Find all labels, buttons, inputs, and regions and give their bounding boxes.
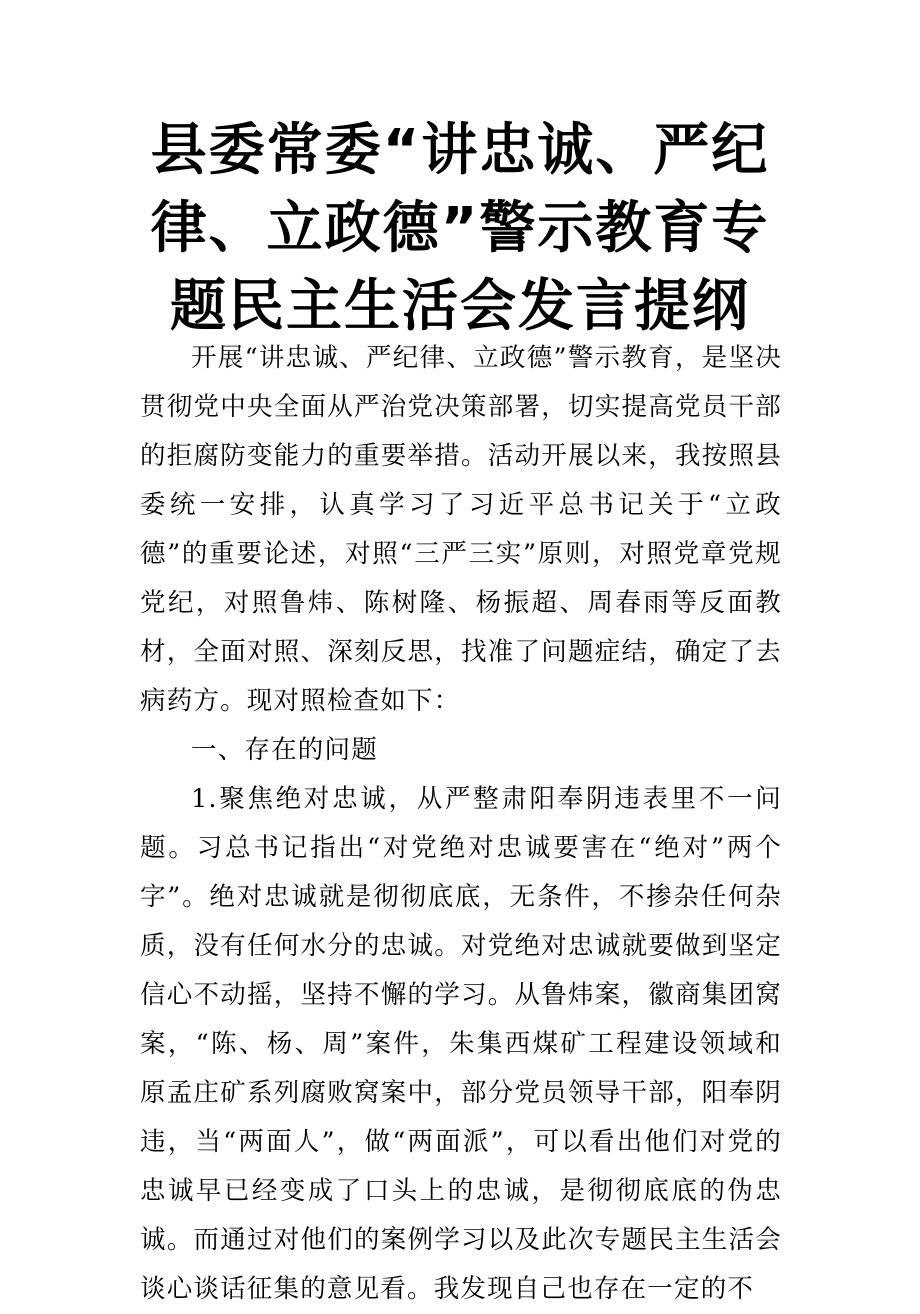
body-paragraph: 1.聚焦绝对忠诚，从严整肃阳奉阴违表里不一问题。习总书记指出“对党绝对忠诚要害在“绝对”两个字”。绝对忠诚就是彻彻底底，无条件，不掺杂任何杂质，没有任何水分的忠诚。对党绝对忠诚就要做到坚定信心不动摇，坚持不懈的学习。从鲁炜案，徽商集团窝案，“陈、杨、周”案件，朱集西煤矿工程建设领域和原孟庄矿系列腐败窝案中，部分党员领导干部，阳奉阴违，当“两面人”，做“两面派”，可以看出他们对党的忠诚早已经变成了口头上的忠诚，是彻彻底底的伪忠诚。而通过对他们的案例学习以及此次专题民主生活会谈心谈话征集的意见看。我发现自己也存在一定的不 [140,784,782,1304]
document-body [140,334,782,1314]
section-heading: 一、存在的问题 [191,735,378,765]
intro-paragraph: 开展“讲忠诚、严纪律、立政德”警示教育，是坚决贯彻党中央全面从严治党决策部署，切实提高党员干部的拒腐防变能力的重要举措。活动开展以来，我按照县委统一安排，认真学习了习近平总书记关于“立政德”的重要论述，对照“三严三实”原则，对照党章党规党纪，对照鲁炜、陈树隆、杨振超、周春雨等反面教材，全面对照、深刻反思，找准了问题症结，确定了去病药方。现对照检查如下： [140,343,782,716]
document-title: 县委常委“讲忠诚、严纪律、立政德”警示教育专题民主生活会发言提纲 [150,118,770,339]
